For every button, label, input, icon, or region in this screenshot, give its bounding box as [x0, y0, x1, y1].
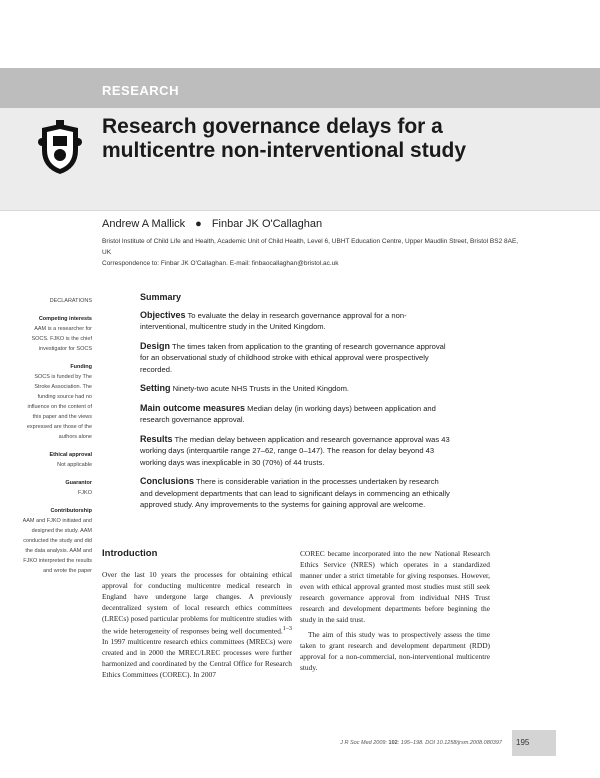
- citation-ref: 1–3: [282, 626, 292, 632]
- summary-setting: [140, 383, 452, 395]
- university-crest-logo: [36, 120, 84, 178]
- outcome-label: Main outcome measures: [140, 402, 246, 413]
- intro-p1-cont: In 1997 multicentre research ethics committees (MRECs) were created and in 2000 the MREC/LREC processes were further harmonized and coordinated by the Central Office for Research Ethics Committees (COREC). In 2007: [102, 637, 292, 680]
- intro-paragraph-3: The aim of this study was to prospectively assess the time taken to grant research and development department (RDD) approval for a non-commercial, non-interventional multicentre study.: [300, 630, 490, 672]
- author-line: [102, 218, 322, 230]
- guarantor-text: FJKO: [77, 490, 92, 496]
- results-text: The median delay between application and research governance approval was 43 working days (interquartile range 27–62, range 0–147). The reason for delay beyond 43 working days was inexplicable in 30 (70%) of 44 trusts.: [140, 434, 450, 467]
- outcome-text: Median delay (in working days) between application and research governance approval.: [140, 403, 436, 424]
- conclusions-label: Conclusions: [140, 476, 195, 486]
- objectives-text: To evaluate the delay in research governance approval for a non-interventional, multicentre study in the United Kingdom.: [140, 310, 407, 331]
- funding-text: SOCS is funded by The Stroke Association. The funding source had no influence on the content of this paper and the views expressed are those of the authors alone: [26, 374, 92, 440]
- contributorship-text: AAM and FJKO initiated and designed the study. AAM conducted the study and did the data analysis. AAM and FJKO interpreted the results and wrote the paper: [22, 518, 92, 574]
- design-text: The times taken from application to the granting of research governance approval for an observational study of childhood stroke with ethical approval were prospectively recorded.: [140, 341, 446, 374]
- journal-volume: 102: [388, 740, 398, 746]
- section-label: RESEARCH: [102, 83, 179, 98]
- author-name: Andrew A Mallick: [102, 218, 186, 230]
- correspondence: Correspondence to: Finbar JK O'Callaghan. E-mail: finbaocallaghan@bristol.ac.uk: [102, 260, 339, 267]
- body-column-left: [102, 548, 292, 680]
- summary-objectives: [140, 310, 452, 333]
- summary-design: [140, 341, 452, 376]
- results-label: Results: [140, 433, 173, 444]
- ethical-approval-heading: Ethical approval: [49, 452, 92, 458]
- contributorship-heading: Contributorship: [50, 508, 92, 514]
- summary-results: [140, 434, 452, 469]
- guarantor-heading: Guarantor: [65, 480, 92, 486]
- journal-pages-doi: : 195–198. DOI 10.1258/jrsm.2008.080397: [397, 740, 502, 746]
- summary-outcome: [140, 403, 452, 426]
- page-number: 195: [516, 738, 530, 747]
- summary-block: [140, 292, 452, 519]
- competing-interests-text: AAM is a researcher for SOCS. FJKO is the chief investigator for SOCS: [31, 326, 92, 352]
- article-title: Research governance delays for a multicentre non-interventional study: [102, 115, 467, 162]
- summary-conclusions: [140, 476, 452, 511]
- summary-heading: Summary: [140, 292, 182, 302]
- affiliation: Bristol Institute of Child Life and Health, Academic Unit of Child Health, Level 6, UBHT Education Centre, Upper Maudlin Street, Bristol BS2 8AE, UK: [102, 238, 519, 256]
- section-banner: [0, 68, 600, 108]
- setting-text: Ninety-two acute NHS Trusts in the United Kingdom.: [172, 384, 350, 393]
- intro-paragraph-1: [102, 569, 292, 680]
- objectives-label: Objectives: [140, 309, 186, 320]
- author-name: Finbar JK O'Callaghan: [211, 218, 323, 230]
- setting-label: Setting: [140, 383, 171, 393]
- intro-p1-text: Over the last 10 years the processes for obtaining ethical approval for conducting multicentre medical research in England have undergone large changes. A previously decentralized system of local research ethics committees (LRECs) posed particular problems for multicentre studies with the wide heterogeneity of responses being well documented.: [102, 570, 292, 636]
- page-number-tab: [512, 730, 556, 756]
- conclusions-text: There is considerable variation in the processes undertaken by research and development departments that can lead to significant delays in commencing an ethically approved study. Any improvements to the systems for gaining approval are welcome.: [140, 477, 450, 509]
- journal-name: J R Soc Med 2009:: [340, 740, 387, 746]
- journal-citation: [300, 740, 502, 746]
- ethical-approval-text: Not applicable: [57, 462, 92, 468]
- funding-heading: Funding: [70, 364, 92, 370]
- author-separator: ●: [195, 218, 202, 230]
- design-label: Design: [140, 340, 171, 351]
- competing-interests-heading: Competing interests: [38, 316, 92, 322]
- introduction-heading: Introduction: [102, 548, 158, 559]
- body-column-right: [300, 548, 490, 677]
- declarations-sidebar: [20, 296, 92, 576]
- declarations-heading: DECLARATIONS: [49, 298, 92, 304]
- intro-paragraph-2: COREC became incorporated into the new National Research Ethics Service (NRES) which operates in a standardized manner under a strict timetable for giving responses. However, even with ethical approval granted most studies must still seek research governance approval from individual NHS Trust research and development departments before beginning the study in the said trust.: [300, 549, 490, 624]
